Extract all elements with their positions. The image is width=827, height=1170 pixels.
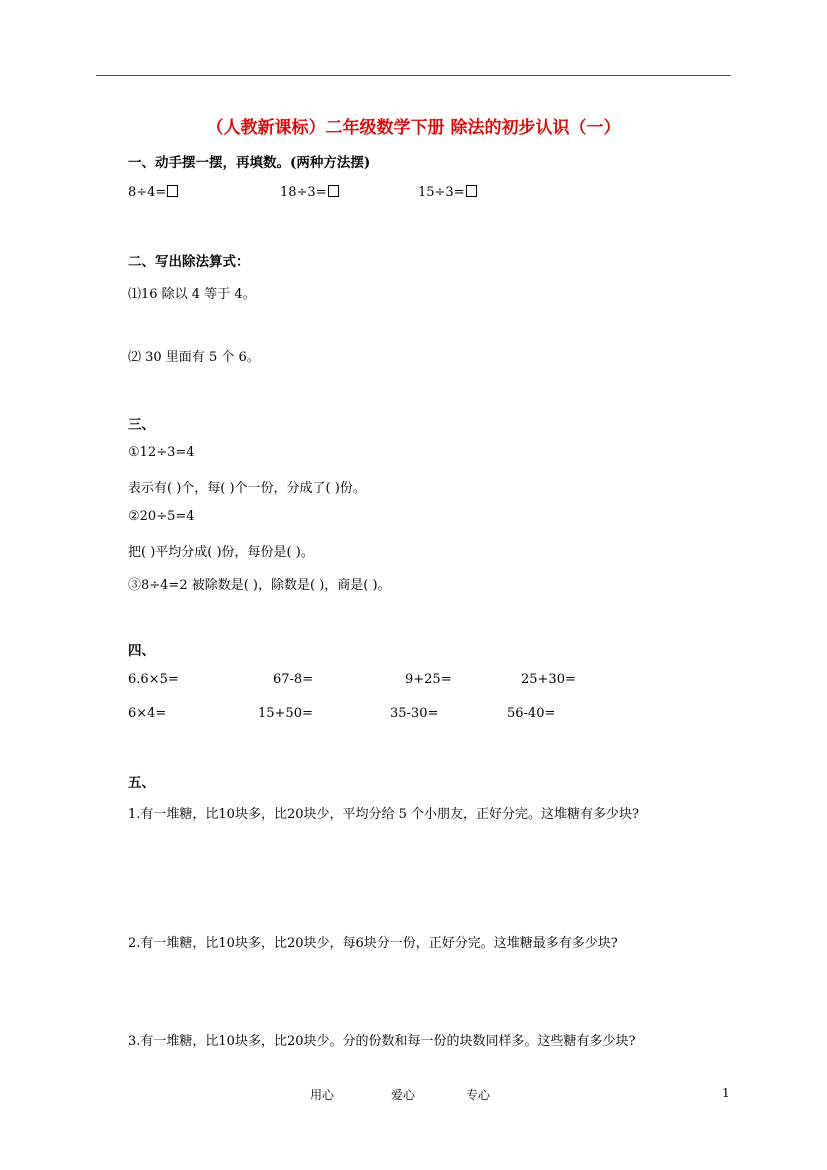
section5-heading: 五、 [128,775,155,791]
section4-expr: 56-40= [507,706,556,721]
section4-heading: 四、 [128,643,155,659]
section4-expr: 25+30= [521,672,576,687]
section4-expr: 35-30= [390,706,439,721]
section4-expr: 6.6×5= [128,672,179,687]
section2-heading: 二、写出除法算式： [128,254,250,270]
section1-item-3 [418,185,477,200]
footer-word-1: 用心 [310,1088,335,1102]
section3-line-4: 把( )平均分成( )份，每份是( )。 [128,545,314,560]
section3-heading: 三、 [128,417,155,433]
section2-item-1: ⑴16 除以 4 等于 4。 [128,287,256,302]
section4-expr: 67-8= [273,672,314,687]
answer-box [167,185,178,197]
footer-word-3: 专心 [466,1088,491,1102]
section3-line-3: ②20÷5=4 [128,509,195,524]
expr-text: 8÷4= [128,185,167,200]
footer-word-2: 爱心 [391,1088,416,1102]
answer-box [328,185,339,197]
section4-expr: 15+50= [258,706,313,721]
section4-expr: 9+25= [405,672,452,687]
expr-text: 15÷3= [418,185,465,200]
section1-heading: 一、动手摆一摆，再填数。(两种方法摆) [128,155,371,171]
expr-text: 18÷3= [280,185,327,200]
section3-line-2: 表示有( )个，每( )个一份，分成了( )份。 [128,481,366,496]
page-title: （人教新课标）二年级数学下册 除法的初步认识（一） [206,118,621,138]
header-rule [96,75,731,76]
section2-item-2: ⑵ 30 里面有 5 个 6。 [128,350,260,365]
section5-question-3: 3.有一堆糖，比10块多，比20块少。分的份数和每一份的块数同样多。这些糖有多少块? [128,1034,636,1049]
section5-question-2: 2.有一堆糖，比10块多，比20块少，每6块分一份，正好分完。这堆糖最多有多少块? [128,936,618,951]
section3-line-1: ①12÷3=4 [128,445,195,460]
section3-line-5: ③8÷4=2 被除数是( )，除数是( )，商是( )。 [128,578,391,593]
page-number: 1 [722,1086,730,1100]
section4-expr: 6×4= [128,706,167,721]
section1-item-1 [128,185,178,200]
section1-item-2 [280,185,339,200]
answer-box [466,185,477,197]
section5-question-1: 1.有一堆糖，比10块多，比20块少，平均分给 5 个小朋友，正好分完。这堆糖有多少块? [128,807,639,822]
